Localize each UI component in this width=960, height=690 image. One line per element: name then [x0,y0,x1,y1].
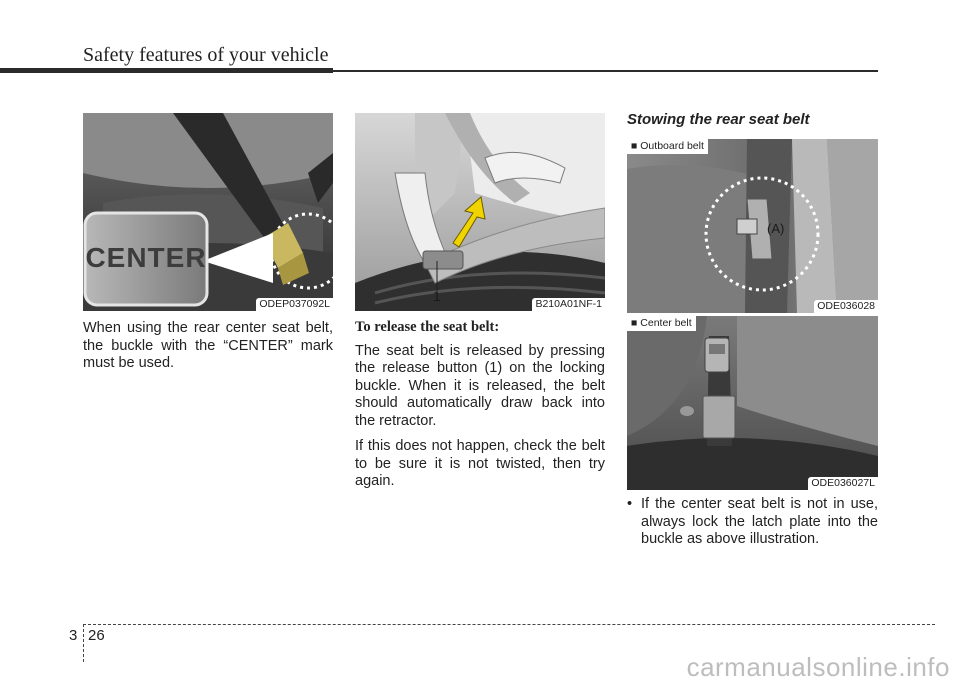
center-belt-tag-text: Center belt [640,317,692,329]
release-belt-paragraph-1: The seat belt is released by pressing the release button (1) on the locking buckle. When it is released, the belt should automatically draw back into the retractor. [355,342,605,429]
column-2-text [355,319,605,499]
figure-code-label: ODEP037092L [256,298,333,311]
center-belt-illustration [627,316,878,490]
page-header-title: Safety features of your vehicle [83,44,329,66]
square-bullet-icon: ■ [631,140,641,152]
header-rule-thick [0,68,333,73]
page-number: 26 [88,627,105,644]
release-belt-illustration [355,113,605,311]
column-1-text [83,320,333,381]
center-belt-instruction: When using the rear center seat belt, the buckle with the “CENTER” mark must be used. [83,320,333,371]
release-belt-paragraph-2: If this does not happen, check the belt to be sure it is not twisted, then try again. [355,438,605,489]
release-belt-heading: To release the seat belt: [355,319,500,335]
section-heading-stowing: Stowing the rear seat belt [627,111,810,128]
center-belt-tag [627,316,696,331]
center-buckle-illustration [83,113,333,311]
figure-center-belt [627,316,878,490]
callout-a: (A) [767,221,785,236]
figure-code-label: ODE036028 [814,300,878,313]
outboard-belt-illustration [627,139,878,313]
figure-code-label: B210A01NF-1 [532,298,605,311]
callout-1: 1 [433,288,441,304]
footer-rule [83,624,935,625]
center-badge-text: CENTER [85,242,207,273]
stow-bullet-text: If the center seat belt is not in use, always lock the latch plate into the buckle as above illustration. [641,496,878,547]
footer-divider [83,624,84,662]
bullet-marker: • [627,496,633,512]
chapter-number: 3 [69,627,78,644]
outboard-belt-tag-text: Outboard belt [640,140,704,152]
watermark: carmanualsonline.info [686,652,950,682]
figure-release-belt [355,113,605,311]
figure-outboard-belt [627,139,878,313]
column-3-text [627,496,878,549]
figure-code-label: ODE036027L [808,477,878,490]
outboard-belt-tag [627,139,708,154]
stow-bullet-item [627,496,878,549]
square-bullet-icon: ■ [631,317,641,329]
figure-center-buckle [83,113,333,311]
header-rule-thin [333,70,878,72]
